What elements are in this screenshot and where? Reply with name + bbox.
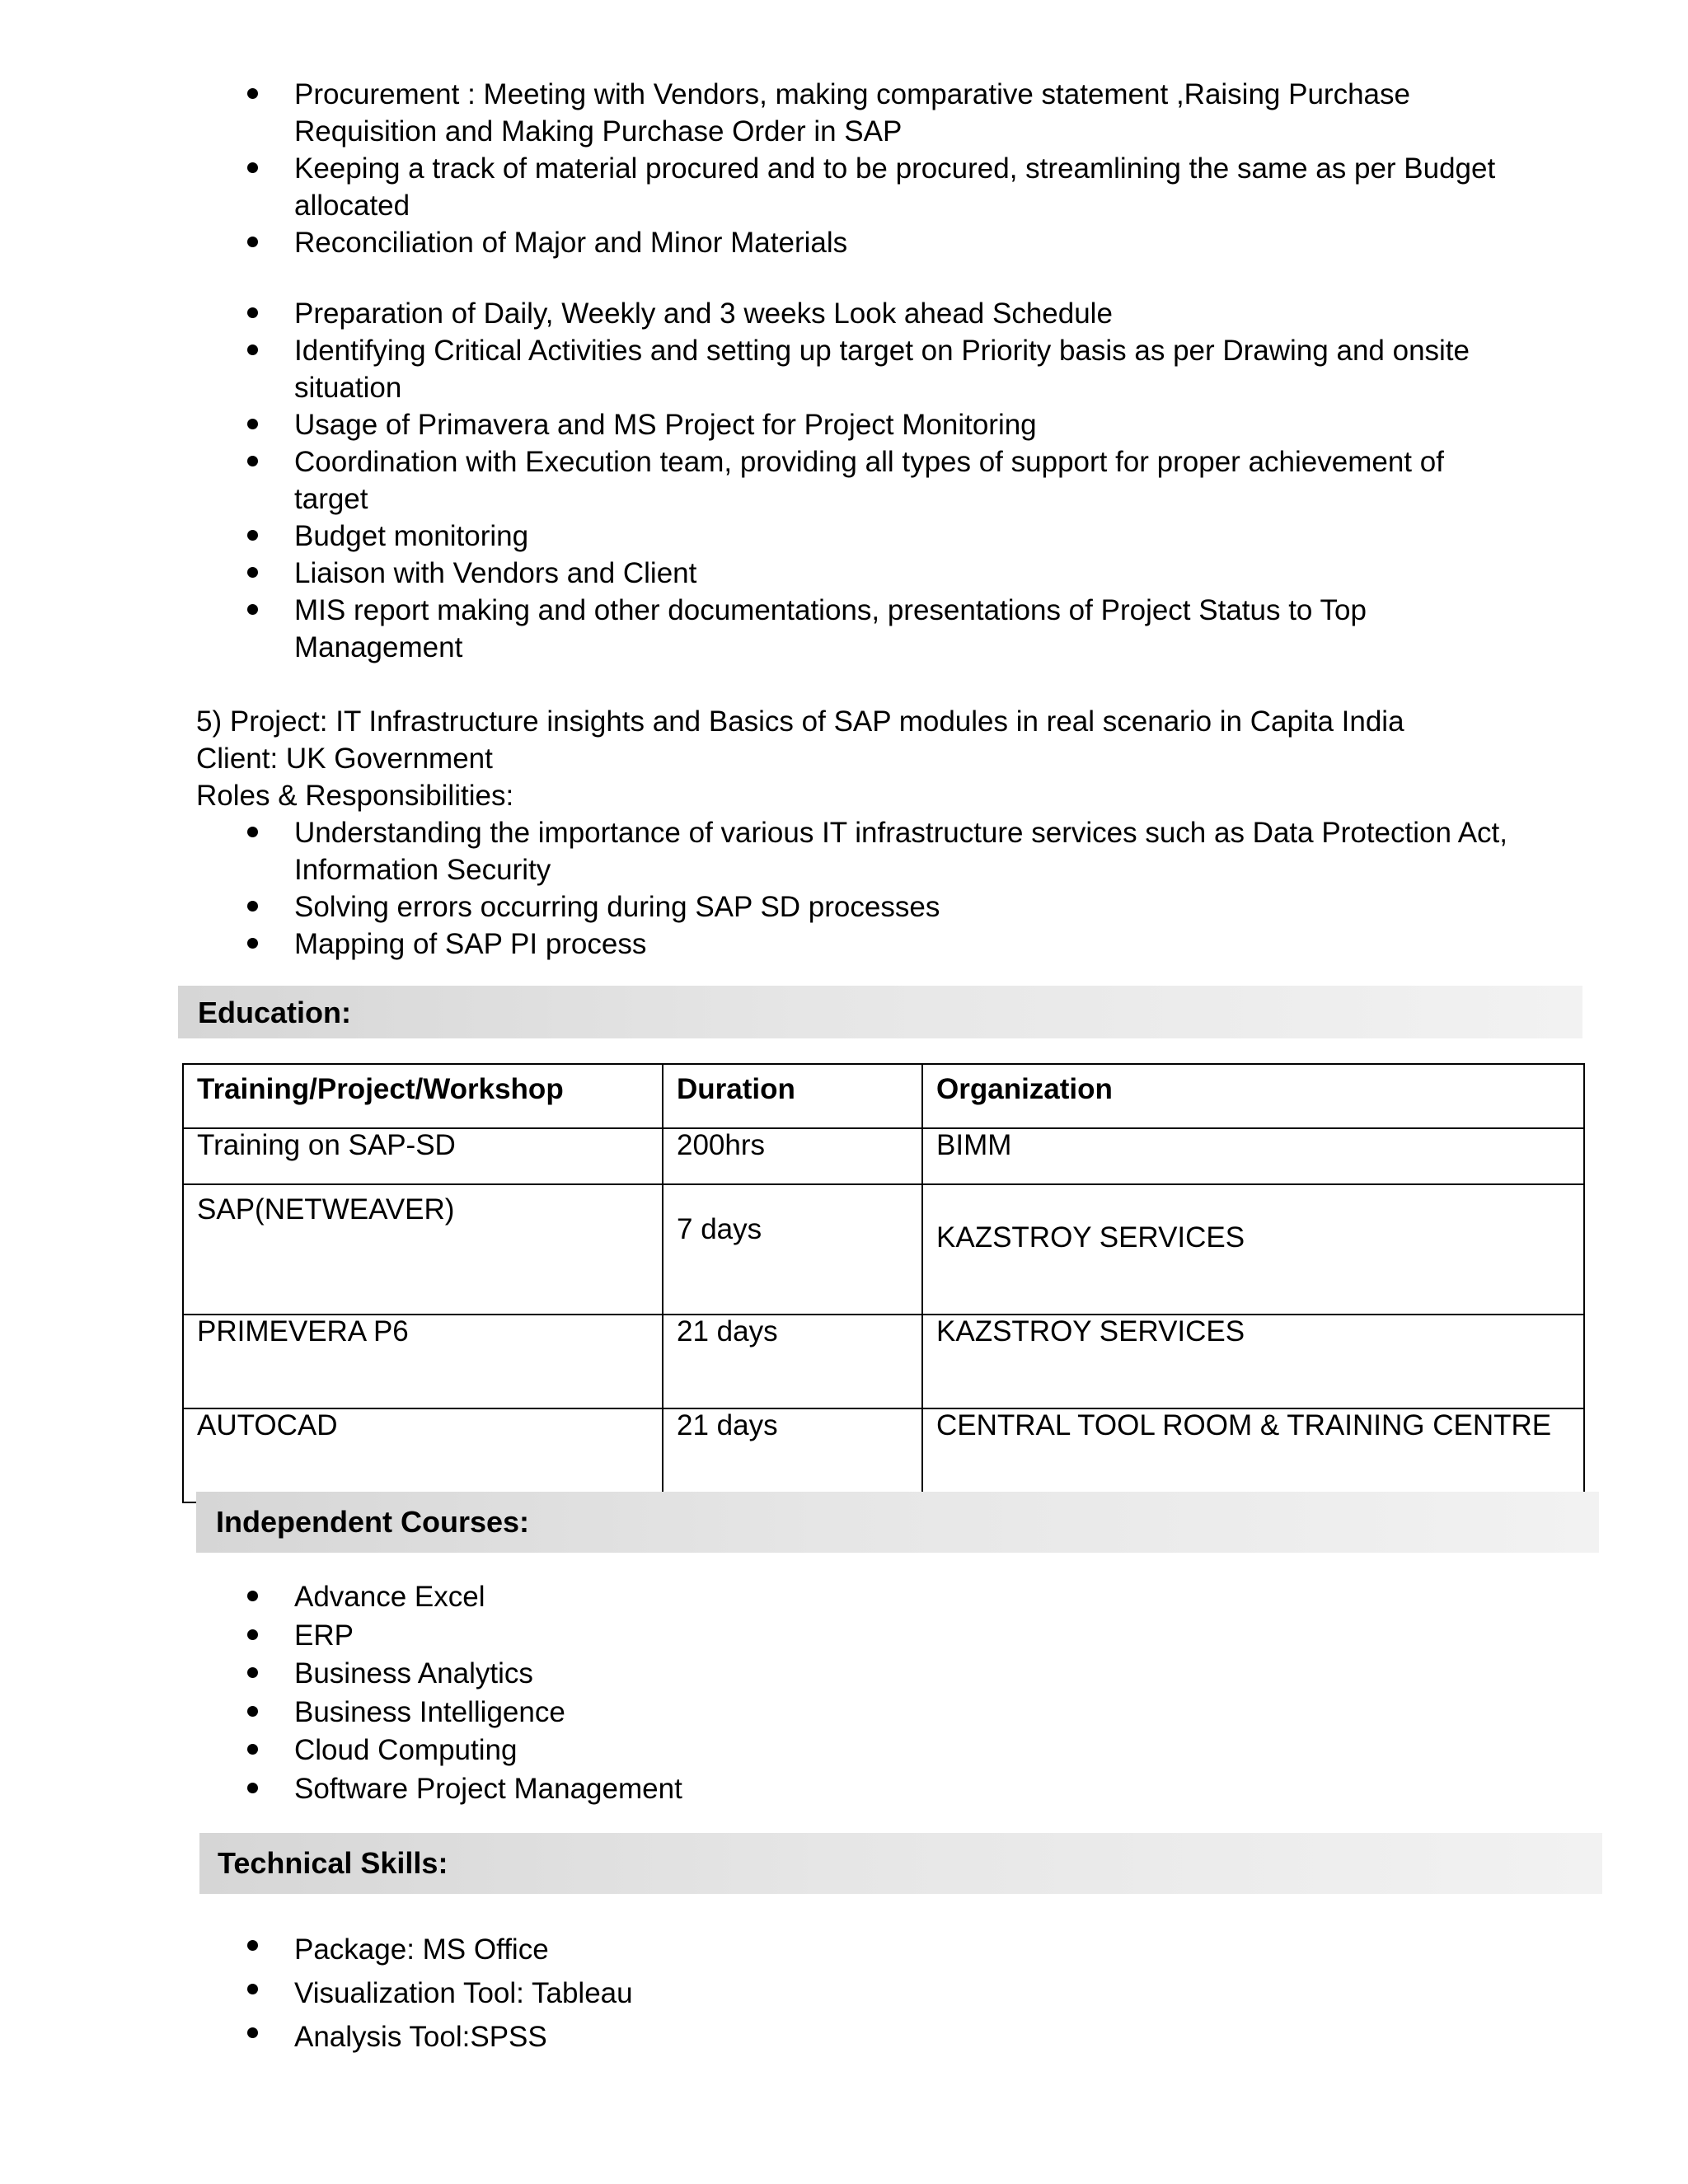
list-item — [294, 1655, 1580, 1694]
table-cell: CENTRAL TOOL ROOM & TRAINING CENTRE — [922, 1408, 1584, 1502]
list-item-text: Visualization Tool: Tableau — [294, 1977, 633, 2009]
bullet-icon — [247, 1706, 258, 1717]
list-item-text: target — [294, 483, 368, 515]
bullet-icon — [247, 307, 258, 318]
list-item-text: Business Analytics — [294, 1657, 533, 1690]
list-item-text: Mapping of SAP PI process — [294, 928, 647, 960]
table-cell: 200hrs — [663, 1128, 922, 1184]
list-item — [294, 1770, 1580, 1809]
column-header-organization: Organization — [922, 1064, 1584, 1128]
list-item — [294, 2015, 1580, 2059]
technical-skills-heading-bar — [199, 1833, 1602, 1894]
bullet-icon — [247, 604, 258, 615]
table-cell: 21 days — [663, 1315, 922, 1408]
bullet-icon — [247, 1667, 258, 1678]
list-item-text: situation — [294, 372, 402, 404]
list-item — [294, 1694, 1580, 1732]
list-item-text: allocated — [294, 190, 410, 222]
bullet-icon — [247, 827, 258, 837]
list-item — [294, 443, 1580, 518]
planning-bullet-list — [294, 295, 1580, 666]
bullet-icon — [247, 938, 258, 949]
list-item-text: Information Security — [294, 854, 551, 886]
independent-courses-list — [294, 1578, 1580, 1808]
education-table — [182, 1063, 1585, 1503]
list-item — [294, 1732, 1580, 1770]
list-item-text: Understanding the importance of various IT infrastructure services such as Data Protection Act, — [294, 817, 1507, 849]
bullet-icon — [247, 1591, 258, 1601]
list-item — [294, 332, 1580, 406]
list-item-text: Usage of Primavera and MS Project for Project Monitoring — [294, 409, 1037, 441]
bullet-icon — [247, 1984, 258, 1994]
list-item-text: Preparation of Daily, Weekly and 3 weeks Look ahead Schedule — [294, 298, 1113, 330]
list-item-text: Coordination with Execution team, providing all types of support for proper achievement of — [294, 446, 1444, 478]
table-row — [183, 1315, 1584, 1408]
bullet-icon — [247, 1629, 258, 1640]
project5-bullet-list — [294, 814, 1580, 963]
table-cell: 7 days — [663, 1184, 922, 1315]
list-item-text: MIS report making and other documentations, presentations of Project Status to Top — [294, 594, 1367, 626]
list-item-text: Business Intelligence — [294, 1695, 565, 1728]
table-cell: KAZSTROY SERVICES — [922, 1315, 1584, 1408]
list-item-text: Advance Excel — [294, 1581, 485, 1613]
table-cell: KAZSTROY SERVICES — [922, 1184, 1584, 1315]
list-item-text: Analysis Tool:SPSS — [294, 2021, 547, 2053]
education-heading-bar — [178, 986, 1582, 1038]
list-item — [294, 1617, 1580, 1656]
table-cell: BIMM — [922, 1128, 1584, 1184]
list-item — [294, 888, 1580, 926]
list-item — [294, 1928, 1580, 1971]
bullet-icon — [247, 2027, 258, 2038]
list-item-text: Keeping a track of material procured and to be procured, streamlining the same as per Budget — [294, 152, 1496, 185]
list-item — [294, 295, 1580, 332]
list-item-text: ERP — [294, 1619, 354, 1652]
bullet-icon — [247, 901, 258, 912]
bullet-icon — [247, 162, 258, 173]
independent-courses-heading-bar — [196, 1492, 1599, 1553]
list-item-text: Management — [294, 631, 463, 663]
list-item — [294, 592, 1580, 666]
table-header-row — [183, 1064, 1584, 1128]
technical-skills-list — [294, 1928, 1580, 2059]
independent-courses-heading: Independent Courses: — [216, 1505, 530, 1539]
list-item-text: Software Project Management — [294, 1772, 682, 1805]
bullet-icon — [247, 1744, 258, 1755]
table-row — [183, 1128, 1584, 1184]
list-item — [294, 224, 1580, 261]
bullet-icon — [247, 419, 258, 429]
table-cell: AUTOCAD — [183, 1408, 663, 1502]
bullet-icon — [247, 1940, 258, 1951]
bullet-icon — [247, 88, 258, 99]
procurement-bullet-list — [294, 76, 1580, 261]
bullet-icon — [247, 530, 258, 541]
column-header-training: Training/Project/Workshop — [183, 1064, 663, 1128]
column-header-duration: Duration — [663, 1064, 922, 1128]
table-cell: SAP(NETWEAVER) — [183, 1184, 663, 1315]
bullet-icon — [247, 456, 258, 466]
technical-skills-heading: Technical Skills: — [218, 1846, 448, 1880]
list-item-text: Package: MS Office — [294, 1933, 549, 1966]
table-row — [183, 1184, 1584, 1315]
list-item-text: Cloud Computing — [294, 1734, 518, 1766]
project5-roles-label: Roles & Responsibilities: — [196, 780, 514, 812]
list-item — [294, 150, 1580, 224]
list-item — [294, 814, 1580, 888]
bullet-icon — [247, 237, 258, 247]
list-item — [294, 1578, 1580, 1617]
project5-title: 5) Project: IT Infrastructure insights and Basics of SAP modules in real scenario in Capita India — [196, 705, 1404, 738]
list-item-text: Procurement : Meeting with Vendors, making comparative statement ,Raising Purchase — [294, 78, 1410, 110]
list-item — [294, 555, 1580, 592]
education-heading: Education: — [198, 996, 351, 1029]
list-item — [294, 518, 1580, 555]
list-item — [294, 76, 1580, 150]
list-item-text: Requisition and Making Purchase Order in SAP — [294, 115, 903, 148]
table-cell: PRIMEVERA P6 — [183, 1315, 663, 1408]
table-cell: Training on SAP-SD — [183, 1128, 663, 1184]
list-item-text: Solving errors occurring during SAP SD processes — [294, 891, 940, 923]
table-cell: 21 days — [663, 1408, 922, 1502]
bullet-icon — [247, 1783, 258, 1793]
table-row — [183, 1408, 1584, 1502]
bullet-icon — [247, 344, 258, 355]
project5-client: Client: UK Government — [196, 743, 493, 775]
list-item-text: Reconciliation of Major and Minor Materials — [294, 227, 848, 259]
list-item — [294, 926, 1580, 963]
list-item — [294, 406, 1580, 443]
bullet-icon — [247, 567, 258, 578]
list-item-text: Liaison with Vendors and Client — [294, 557, 697, 589]
list-item-text: Budget monitoring — [294, 520, 529, 552]
list-item-text: Identifying Critical Activities and setting up target on Priority basis as per Drawing and onsite — [294, 335, 1470, 367]
list-item — [294, 1971, 1580, 2015]
